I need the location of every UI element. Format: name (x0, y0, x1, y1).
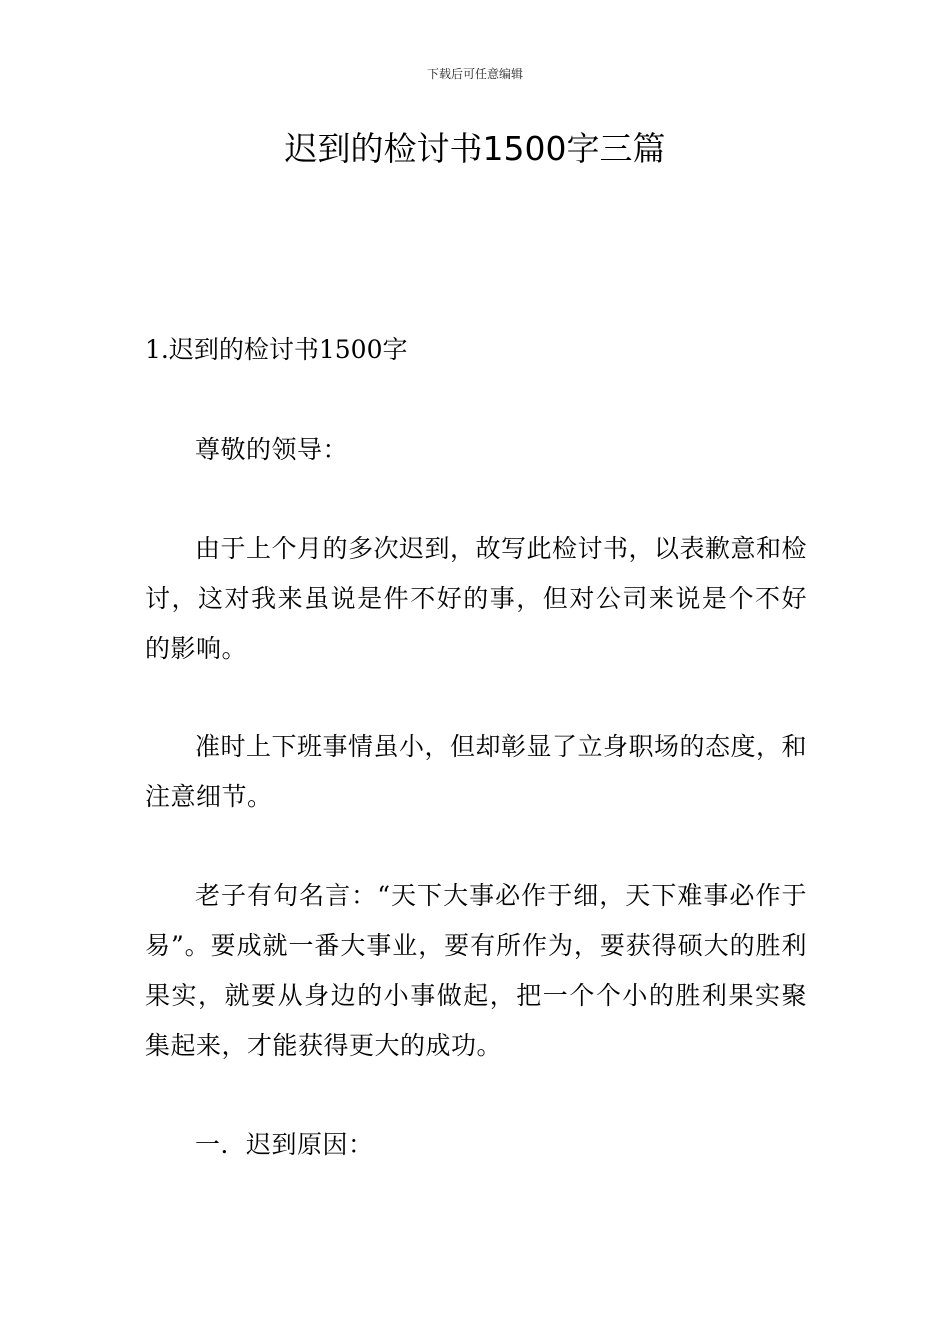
paragraph-1: 由于上个月的多次迟到，故写此检讨书，以表歉意和检讨，这对我来虽说是件不好的事，但对公司来说是个不好的影响。 (145, 534, 808, 663)
greeting: 尊敬的领导： (195, 435, 349, 464)
document-title: 迟到的检讨书1500字三篇 (284, 129, 666, 168)
subheading-reason: 一．迟到原因： (195, 1130, 374, 1159)
section-heading: 1.迟到的检讨书1500字 (145, 335, 408, 364)
paragraph-2: 准时上下班事情虽小，但却彰显了立身职场的态度，和注意细节。 (145, 732, 808, 811)
header-note: 下载后可任意编辑 (426, 67, 523, 81)
paragraph-3: 老子有句名言：“天下大事必作于细，天下难事必作于易”。要成就一番大事业，要有所作为，要获得硕大的胜利果实，就要从身边的小事做起，把一个个小的胜利果实聚集起来，才能获得更大的成功。 (145, 881, 807, 1060)
